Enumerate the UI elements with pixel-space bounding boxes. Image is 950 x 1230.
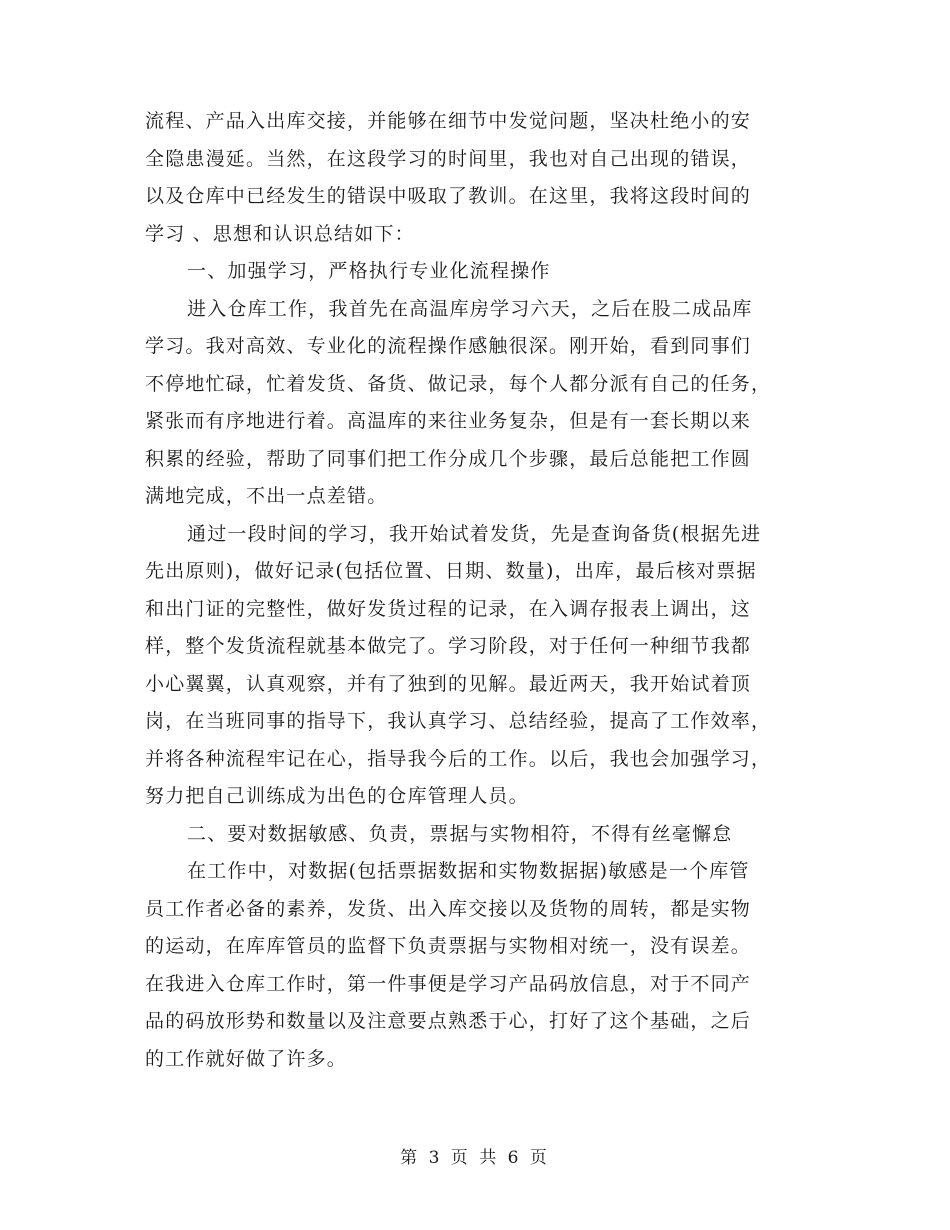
text-line-21: 在工作中，对数据(包括票据数据和实物数据据)敏感是一个库管 — [187, 860, 750, 882]
text-line-1: 流程、产品入出库交接，并能够在细节中发觉问题，坚决杜绝小的安 — [145, 110, 752, 132]
text-line-4: 学习 、思想和认识总结如下： — [145, 222, 415, 245]
body-text — [145, 103, 810, 1078]
text-line-22: 员工作者必备的素养，发货、出入库交接以及货物的周转，都是实物 — [145, 897, 752, 920]
text-line-24: 在我进入仓库工作时，第一件事便是学习产品码放信息，对于不同产 — [145, 972, 752, 995]
page-number-footer: 第 3 页 共 6 页 — [400, 1148, 550, 1168]
text-line-8: 不停地忙碌，忙着发货、备货、做记录，每个人都分派有自己的任务， — [145, 372, 772, 395]
text-line-6: 进入仓库工作，我首先在高温库房学习六天，之后在股二成品库 — [187, 297, 753, 320]
text-line-15: 样，整个发货流程就基本做完了。学习阶段，对于任何一种细节我都 — [145, 635, 752, 657]
text-line-12: 通过一段时间的学习，我开始试着发货，先是查询备货(根据先进 — [187, 522, 762, 545]
text-line-17: 岗，在当班同事的指导下，我认真学习、总结经验，提高了工作效率， — [145, 710, 772, 732]
text-line-26: 的工作就好做了许多。 — [145, 1047, 348, 1070]
text-line-10: 积累的经验，帮助了同事们把工作分成几个步骤，最后总能把工作圆 — [145, 447, 752, 470]
text-line-3: 以及仓库中已经发生的错误中吸取了教训。在这里，我将这段时间的 — [145, 185, 752, 207]
text-line-13: 先出原则)，做好记录(包括位置、日期、数量)，出库，最后核对票据 — [145, 560, 757, 582]
text-line-16: 小心翼翼，认真观察，并有了独到的见解。最近两天，我开始试着顶 — [145, 672, 752, 695]
text-line-25: 品的码放形势和数量以及注意要点熟悉于心，打好了这个基础，之后 — [145, 1010, 752, 1032]
text-line-9: 紧张而有序地进行着。高温库的来往业务复杂，但是有一套长期以来 — [145, 410, 752, 432]
text-line-7: 学习。我对高效、专业化的流程操作感触很深。刚开始，看到同事们 — [145, 335, 752, 357]
text-line-11: 满地完成，不出一点差错。 — [145, 485, 388, 507]
section-heading-1: 一、加强学习，严格执行专业化流程操作 — [187, 260, 551, 282]
section-heading-2: 二、要对数据敏感、负责，票据与实物相符，不得有丝毫懈怠 — [187, 822, 733, 845]
text-line-18: 并将各种流程牢记在心，指导我今后的工作。以后，我也会加强学习， — [145, 747, 772, 770]
text-line-2: 全隐患漫延。当然，在这段学习的时间里，我也对自己出现的错误， — [145, 147, 752, 170]
text-line-23: 的运动，在库库管员的监督下负责票据与实物相对统一，没有误差。 — [145, 935, 752, 957]
text-line-19: 努力把自己训练成为出色的仓库管理人员。 — [145, 785, 529, 807]
text-line-14: 和出门证的完整性，做好发货过程的记录，在入调存报表上调出，这 — [145, 597, 752, 620]
